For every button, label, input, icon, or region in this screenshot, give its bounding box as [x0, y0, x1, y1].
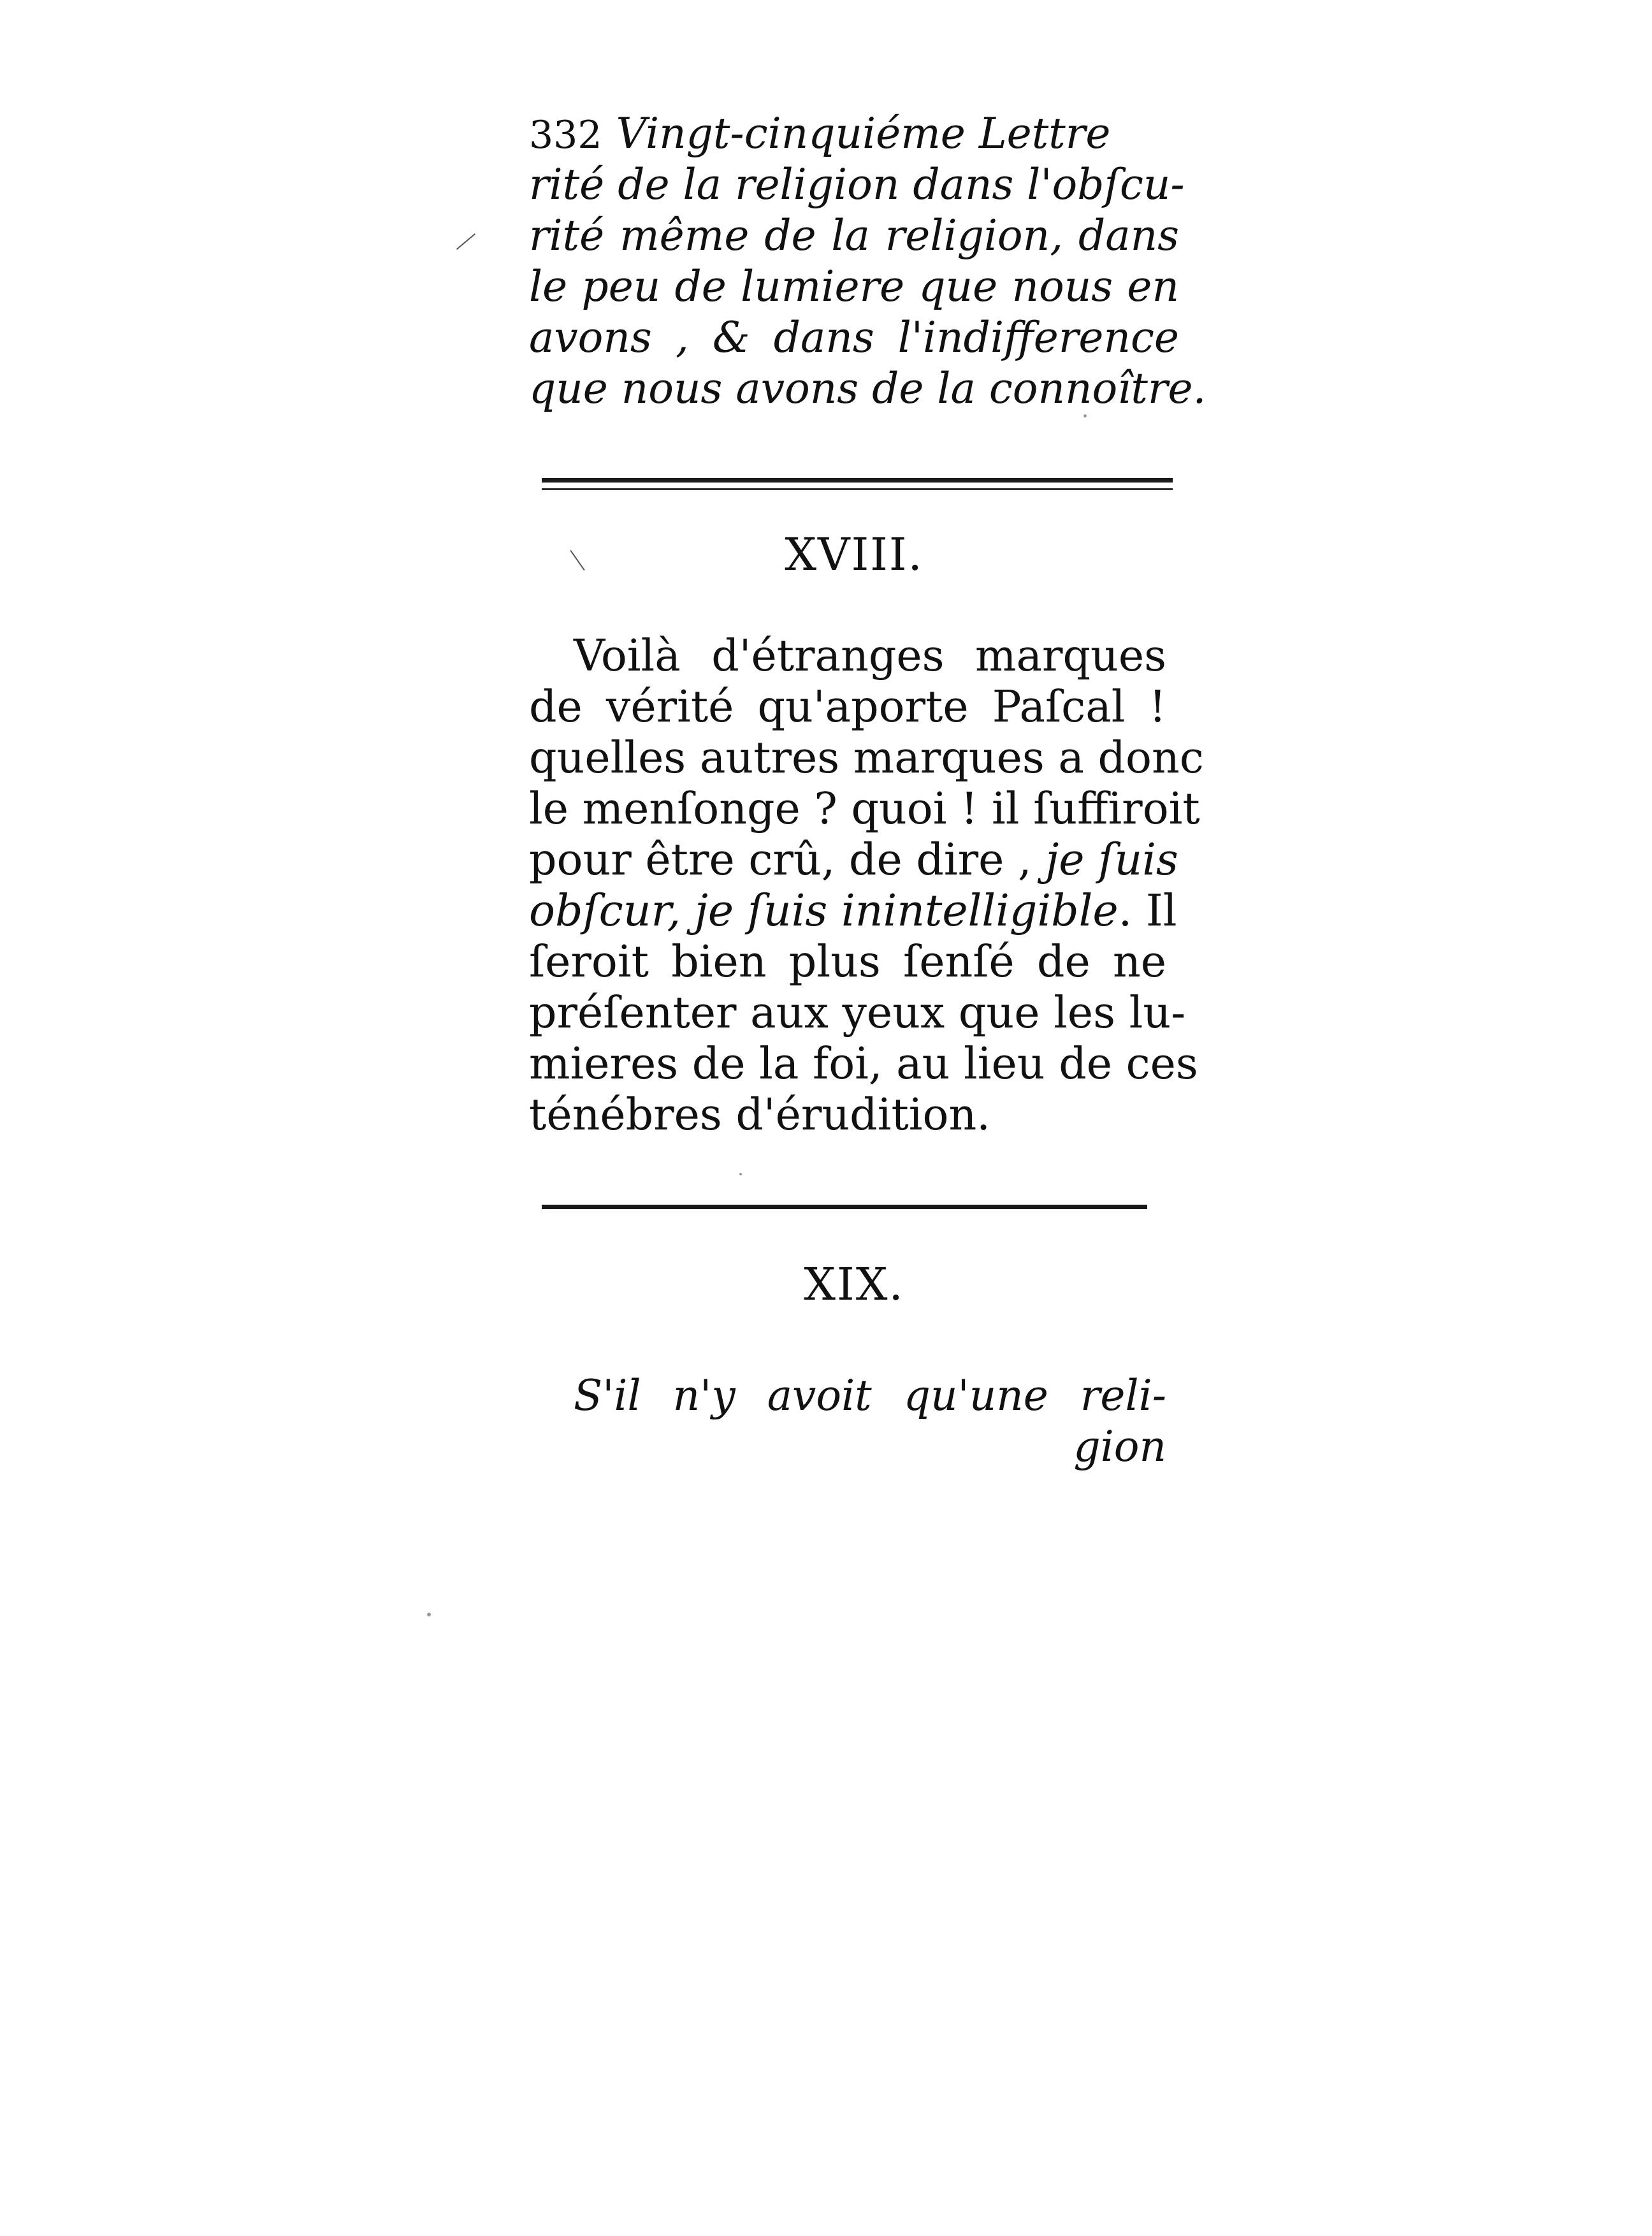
- margin-mark: [456, 233, 475, 250]
- text-line: [529, 682, 1166, 733]
- text-line: [529, 1039, 1198, 1090]
- text-run: de vérité qu'aporte Paſcal !: [529, 682, 1166, 732]
- text-run: ténébres d'érudition.: [529, 1090, 990, 1140]
- paper-speck: [427, 1613, 431, 1616]
- text-line: [529, 631, 1166, 682]
- section-heading-18: XVIII.: [785, 528, 924, 581]
- text-line: rité de la religion dans l'obſcu-: [529, 160, 1185, 209]
- text-line: [529, 1090, 1166, 1141]
- text-run: Voilà d'étranges marques: [574, 631, 1166, 681]
- italic-run: obſcur, je ſuis inintelligible: [529, 886, 1119, 936]
- text-run: préſenter aux yeux que les lu-: [529, 988, 1186, 1038]
- section-rule-thin: [542, 488, 1173, 490]
- text-run: quelles autres marques a donc: [529, 733, 1204, 783]
- final-paragraph: [529, 1370, 1166, 1421]
- running-head-title: Vingt-cinquiéme Lettre: [616, 109, 1111, 158]
- text-line: [529, 835, 1178, 886]
- text-line: [529, 784, 1200, 835]
- text-run: mieres de la foi, au lieu de ces: [529, 1039, 1198, 1089]
- text-line: [529, 988, 1186, 1039]
- text-run: . Il: [1118, 886, 1177, 936]
- text-run: ſeroit bien plus ſenſé de ne: [529, 937, 1166, 987]
- text-line: [529, 937, 1166, 988]
- running-head: [529, 108, 1179, 159]
- catchword: gion: [1073, 1422, 1166, 1471]
- text-run: le menſonge ? quoi ! il ſuffiroit: [529, 784, 1200, 834]
- section-rule: [542, 478, 1173, 483]
- italic-paragraph: [529, 159, 1206, 414]
- section-rule: [542, 1205, 1147, 1209]
- paper-speck: [739, 1173, 742, 1175]
- roman-paragraph: [529, 631, 1204, 1141]
- text-line: le peu de lumiere que nous en: [529, 262, 1179, 311]
- text-line: S'il n'y avoit qu'une reli-: [574, 1371, 1166, 1420]
- paper-speck: [1083, 414, 1087, 417]
- text-line: avons , & dans l'indifference: [529, 313, 1179, 362]
- text-line: [529, 733, 1204, 784]
- section-heading-19: XIX.: [804, 1258, 904, 1310]
- page-number: 332: [529, 113, 602, 157]
- text-line: que nous avons de la connoître.: [529, 364, 1206, 413]
- text-line: [529, 886, 1177, 937]
- text-line: rité même de la religion, dans: [529, 211, 1179, 260]
- italic-run: je ſuis: [1045, 835, 1178, 885]
- text-run: pour être crû, de dire ,: [529, 835, 1046, 885]
